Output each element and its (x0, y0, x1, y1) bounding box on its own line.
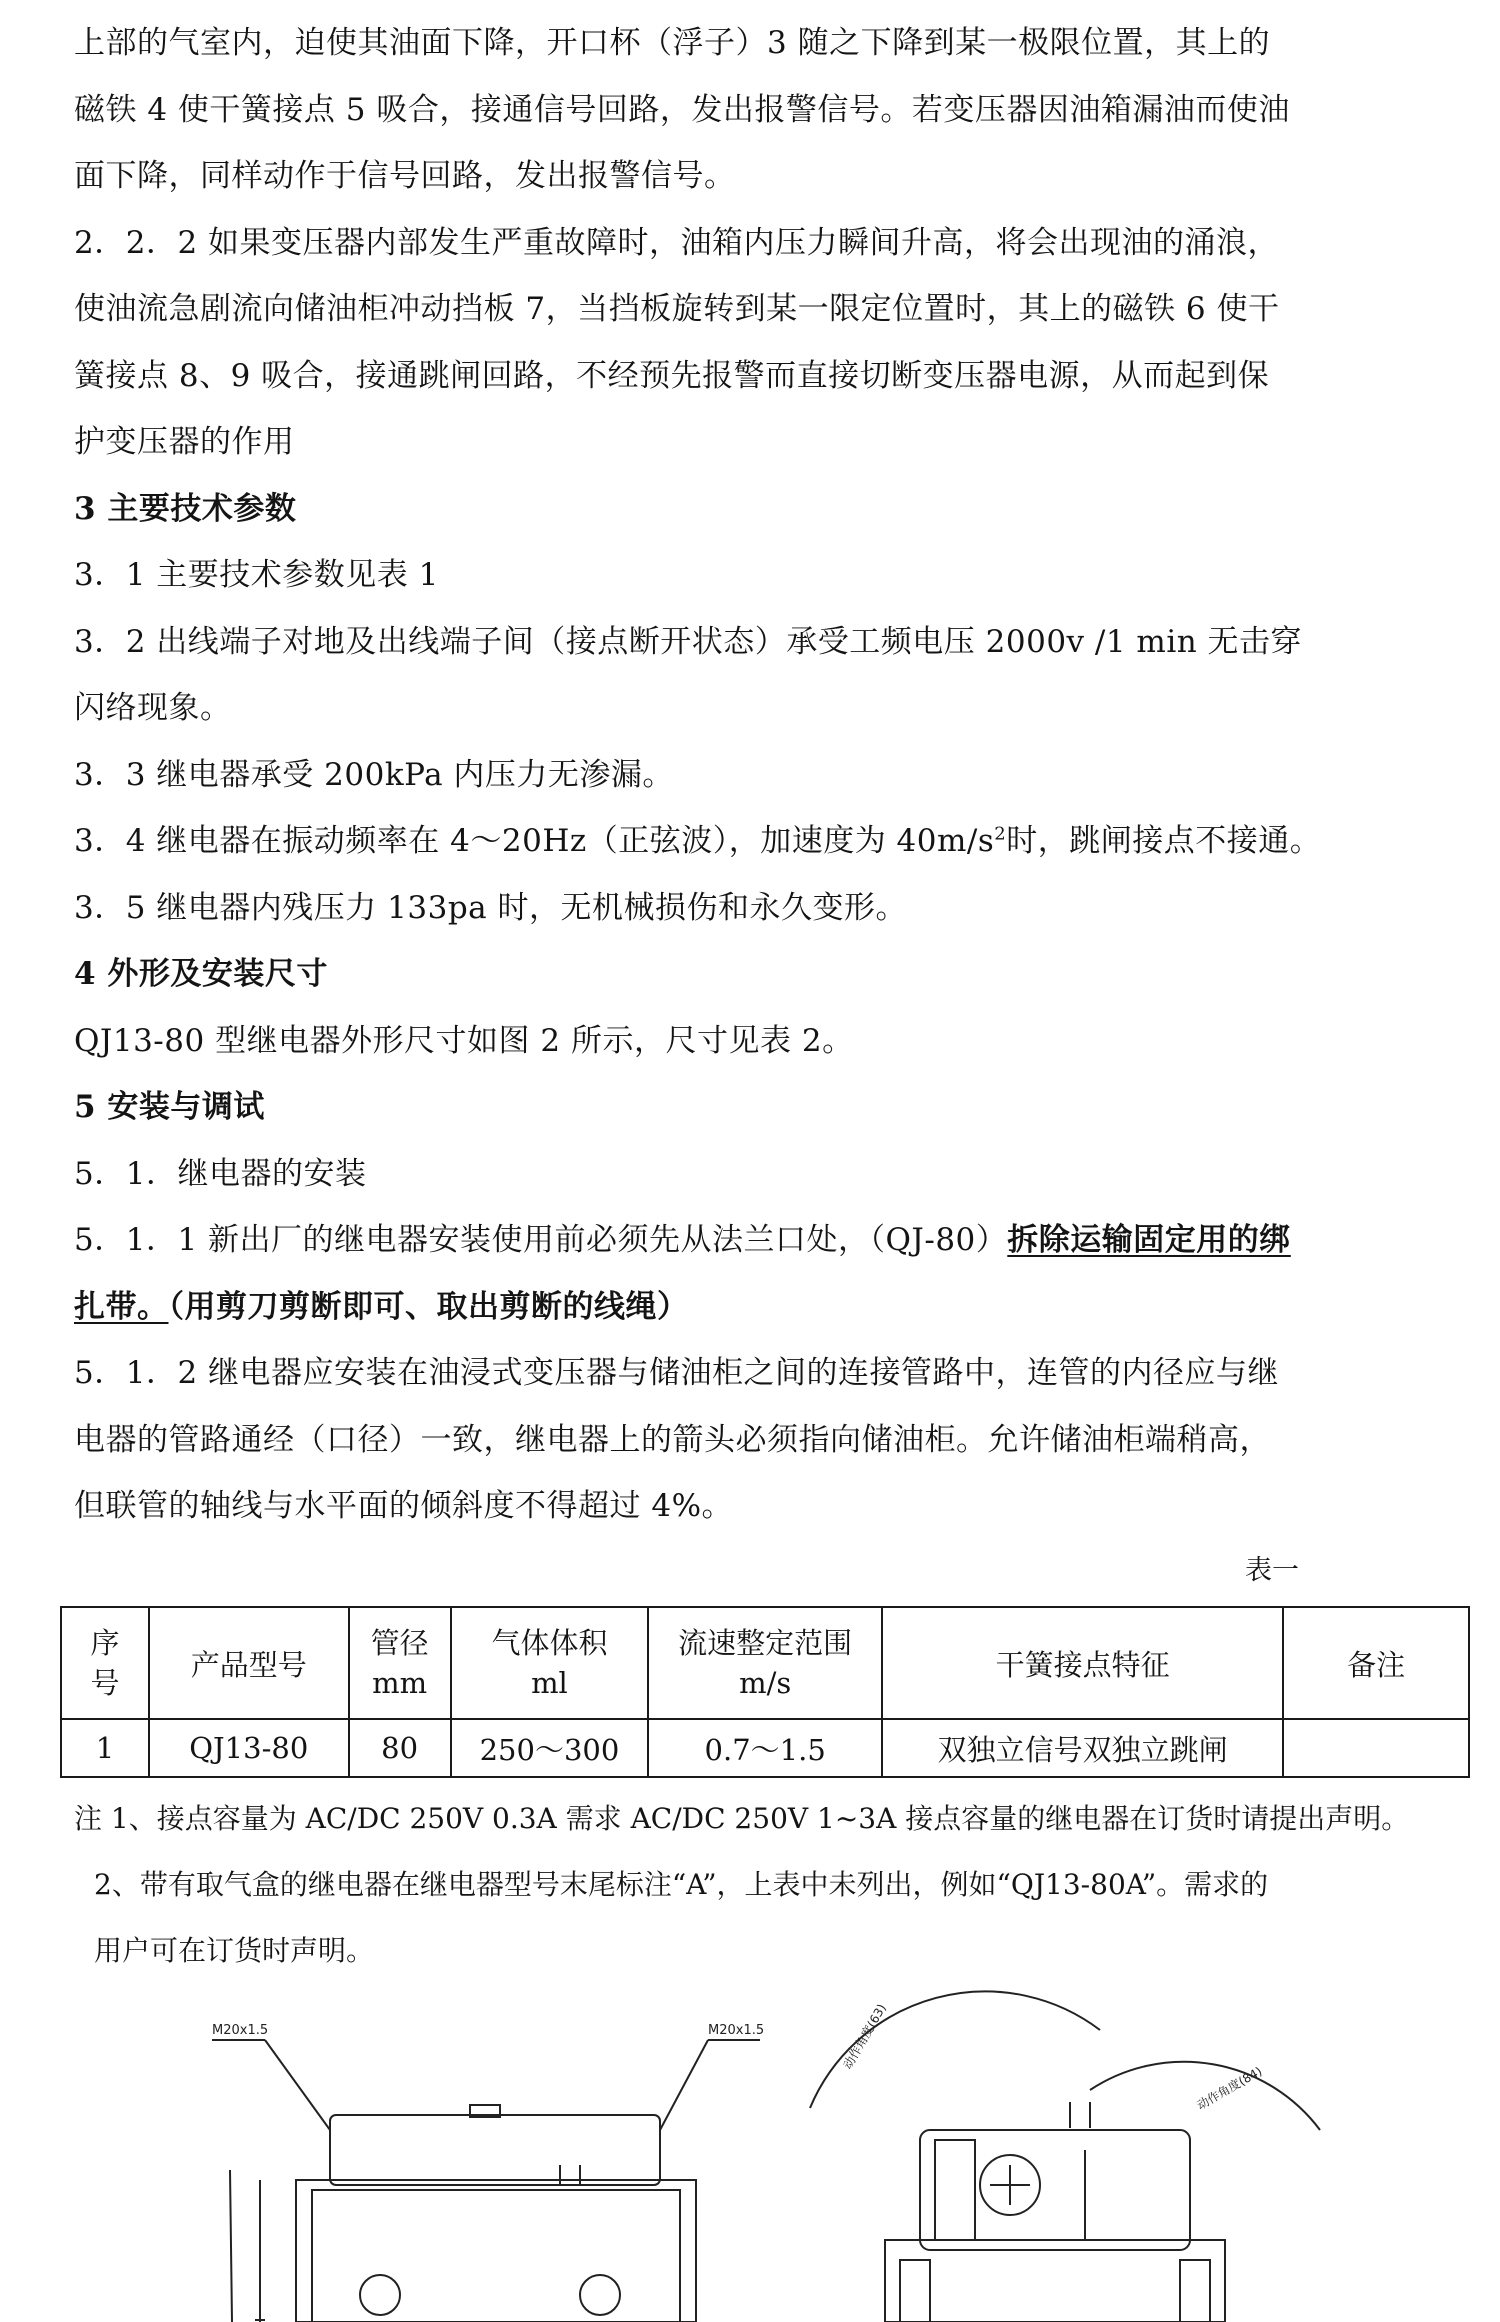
text-span: 5．1．1 新出厂的继电器安装使用前必须先从法兰口处，（QJ-80） (74, 1222, 1008, 1258)
header-cell (1283, 1607, 1469, 1719)
table-cell: 双独立信号双独立跳闸 (882, 1719, 1283, 1777)
relay-outline-drawing (0, 1990, 1500, 2322)
underlined-text: 扎带。 (74, 1288, 169, 1325)
text-line: 3．3 继电器承受 200kPa 内压力无渗漏。 (74, 756, 674, 793)
header-text: 号 (90, 1666, 120, 1700)
text-line: 上部的气室内，迫使其油面下降，开口杯（浮子）3 随之下降到某一极限位置，其上的 (74, 25, 1271, 61)
header-text: m/s (739, 1666, 792, 1700)
text-line: 2．2．2 如果变压器内部发生严重故障时，油箱内压力瞬间升高，将会出现油的涌浪， (74, 224, 1280, 261)
text-line: 护变压器的作用 (74, 424, 295, 460)
table-header-row (61, 1607, 1469, 1719)
header-text: 气体体积 (491, 1626, 608, 1660)
table-cell: QJ13-80 (149, 1719, 349, 1777)
text-line: 5．1．继电器的安装 (74, 1155, 367, 1192)
arc-label: 动作角度(84) (1194, 2064, 1265, 2113)
section-heading-5: 5 安装与调试 (74, 1089, 265, 1125)
header-text: 干簧接点特征 (995, 1647, 1170, 1682)
underlined-text: 拆除运输固定用的绑 (1007, 1222, 1291, 1258)
text-span: 3．4 继电器在振动频率在 4～20Hz（正弦波），加速度为 40m/s (74, 823, 995, 859)
text-line (74, 808, 1444, 875)
header-text: 序 (90, 1626, 120, 1660)
header-text: mm (372, 1666, 428, 1700)
table-notes (74, 1786, 1474, 1984)
header-text: ml (531, 1666, 568, 1700)
section-heading-3: 3 主要技术参数 (74, 490, 297, 527)
text-line: 但联管的轴线与水平面的倾斜度不得超过 4%。 (74, 1488, 734, 1524)
note-line: 注 1、接点容量为 AC/DC 250V 0.3A 需求 AC/DC 250V 1~3A 接点容量的继电器在订货时请提出声明。 (74, 1802, 1410, 1835)
header-cell (349, 1607, 451, 1719)
text-line: 磁铁 4 使干簧接点 5 吸合，接通信号回路，发出报警信号。若变压器因油箱漏油而使油 (74, 91, 1290, 128)
table-cell (1283, 1719, 1469, 1777)
table-cell: 1 (61, 1719, 149, 1777)
table-caption: 表一 (1245, 1555, 1299, 1586)
table-row (61, 1719, 1469, 1777)
superscript: 2 (994, 823, 1007, 845)
text-span: （用剪刀剪断即可、取出剪断的线绳） (168, 1288, 689, 1325)
table-cell: 250～300 (451, 1719, 649, 1777)
text-line: 3．2 出线端子对地及出线端子间（接点断开状态）承受工频电压 2000v /1 min 无击穿 (74, 623, 1303, 660)
table-cell: 0.7～1.5 (648, 1719, 882, 1777)
header-cell (61, 1607, 149, 1719)
header-cell (648, 1607, 882, 1719)
thread-callout-left: M20x1.5 (212, 2023, 269, 2038)
body-text (74, 10, 1444, 1540)
text-line: 簧接点 8、9 吸合，接通跳闸回路，不经预先报警而直接切断变压器电源，从而起到保 (74, 357, 1270, 394)
text-line: 3．1 主要技术参数见表 1 (74, 557, 439, 593)
header-text: 产品型号 (190, 1647, 307, 1682)
header-cell (451, 1607, 649, 1719)
header-text: 管径 (370, 1626, 429, 1660)
text-line: 面下降，同样动作于信号回路，发出报警信号。 (74, 158, 736, 194)
header-text: 备注 (1347, 1647, 1406, 1682)
note-line: 2、带有取气盒的继电器在继电器型号末尾标注“A”，上表中未列出，例如“QJ13-80A”。需求的 (94, 1868, 1269, 1901)
thread-callout-right: M20x1.5 (708, 2023, 765, 2038)
text-line: QJ13-80 型继电器外形尺寸如图 2 所示，尺寸见表 2。 (74, 1022, 854, 1059)
text-line: 闪络现象。 (74, 690, 232, 726)
section-heading-4: 4 外形及安装尺寸 (74, 956, 328, 992)
note-line: 用户可在订货时声明。 (94, 1934, 375, 1967)
text-line: 5．1．2 继电器应安装在油浸式变压器与储油柜之间的连接管路中，连管的内径应与继 (74, 1355, 1280, 1391)
arc-label: 动作角度(63) (840, 2001, 889, 2072)
text-line (74, 1274, 1444, 1341)
header-text: 流速整定范围 (678, 1626, 853, 1660)
text-line: 电器的管路通经（口径）一致，继电器上的箭头必须指向储油柜。允许储油柜端稍高， (74, 1421, 1271, 1458)
text-line (74, 1207, 1444, 1274)
header-cell (882, 1607, 1283, 1719)
header-cell (149, 1607, 349, 1719)
text-line: 使油流急剧流向储油柜冲动挡板 7，当挡板旋转到某一限定位置时，其上的磁铁 6 使干 (74, 291, 1280, 327)
text-span: 时，跳闸接点不接通。 (1006, 823, 1322, 859)
text-line: 3．5 继电器内残压力 133pa 时，无机械损伤和永久变形。 (74, 889, 908, 926)
spec-table (60, 1606, 1470, 1778)
table-cell: 80 (349, 1719, 451, 1777)
